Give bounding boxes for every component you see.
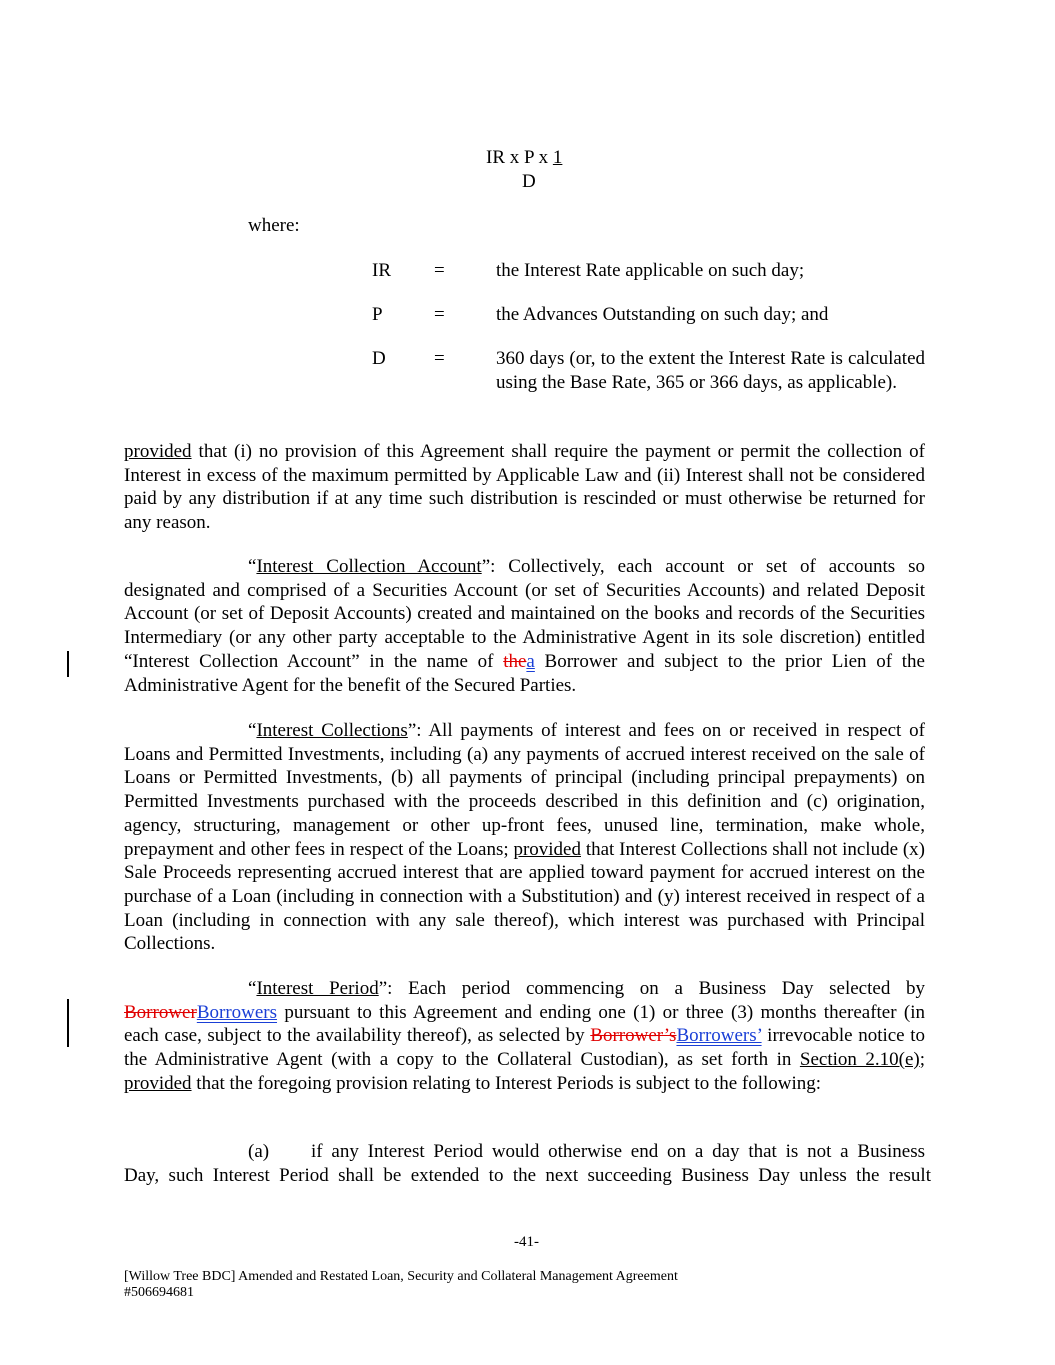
clause-label: (a): [248, 1141, 270, 1162]
footer-doc-number: #506694681: [124, 1285, 194, 1300]
defined-term: Interest Period: [256, 978, 379, 999]
change-bar: [67, 651, 69, 677]
where-label: where:: [248, 215, 300, 236]
formula-numerator: 1: [552, 147, 563, 168]
formula: [486, 146, 562, 170]
equals: =: [434, 260, 445, 281]
open-quote: “: [248, 978, 257, 999]
provided-term: provided: [124, 441, 192, 462]
deleted-text: Borrower’s: [590, 1025, 677, 1047]
text: ”: Each period commencing on a Business Day selected by: [378, 978, 926, 999]
formula-denominator: D: [522, 171, 536, 192]
definition-interest-collection-account: [124, 555, 925, 697]
text: Borrower and subject to the prior Lien of the Administrative Agent for the benefit of the Secured Parties.: [124, 650, 925, 696]
symbol: D: [372, 348, 386, 369]
text: ;: [919, 1049, 926, 1071]
text: ”: All payments of interest and fees on or received in respect of Loans and Permitted Investments, including (a) any payments of accrued interest received on the sale of Loans or Permitted Investments, (b) all payments of principal (including principal prepayments) on Permitted Investments purchased with the proceeds described in this definition and (c) origination, agency, structuring, management or other up-front fees, unused line, termination, make whole, prepayment and other fees in respect of the Loans;: [124, 720, 925, 860]
proviso-paragraph: [124, 440, 925, 535]
definition-interest-period: [124, 977, 925, 1096]
definition-interest-collections: [124, 719, 925, 956]
clause-text: if any Interest Period would otherwise end on a day that is not a Business: [311, 1141, 925, 1162]
symbol: IR: [372, 260, 391, 281]
defined-term: Interest Collection Account: [256, 556, 482, 577]
equals: =: [434, 304, 445, 325]
symbol: P: [372, 304, 383, 325]
open-quote: “: [248, 556, 257, 577]
inserted-text: Borrowers’: [676, 1025, 762, 1047]
clause-text: Day, such Interest Period shall be extended to the next succeeding Business Day unless the result: [124, 1165, 931, 1186]
page-number: -41-: [514, 1234, 539, 1250]
defined-term: Interest Collections: [256, 720, 408, 741]
text: pursuant to this Agreement and ending one (1) or three (3) months thereafter (in each case, subject to the availability thereof), as selected by: [124, 1001, 925, 1047]
equals: =: [434, 348, 445, 369]
change-bar: [67, 999, 69, 1047]
text: that the foregoing provision relating to Interest Periods is subject to the following:: [191, 1072, 822, 1094]
text: that Interest Collections shall not include (x) Sale Proceeds representing accrued interest that are applied toward payment for accrued interest on the purchase of a Loan (including in connection with a Substitution) and (y) interest received in respect of a Loan (including in connection with any sale thereof), which interest was purchased with Principal Collections.: [124, 838, 925, 955]
formula-text: IR x P x: [486, 147, 553, 168]
definition-text: the Interest Rate applicable on such day;: [496, 260, 805, 281]
provided-term: provided: [124, 1072, 192, 1094]
text: ”: Collectively, each account or set of accounts so designated and comprised of a Securities Account (or set of Securities Accounts) and related Deposit Account (or set of Deposit Accounts) created and maintained on the books and records of the Securities Intermediary (or any other party acceptable to the Administrative Agent in its sole discretion) entitled “Interest Collection Account” in the name of: [124, 556, 925, 672]
inserted-text: a: [526, 650, 535, 672]
provided-term: provided: [513, 838, 581, 860]
deleted-text: Borrower: [124, 1001, 197, 1023]
definition-text: the Advances Outstanding on such day; and: [496, 304, 829, 325]
definition-text: 360 days (or, to the extent the Interest Rate is calculated using the Base Rate, 365 or 366 days, as applicable).: [496, 348, 925, 393]
text: irrevocable notice to the Administrative Agent (with a copy to the Collateral Custodian), as set forth in: [124, 1025, 925, 1071]
open-quote: “: [248, 720, 257, 741]
section-reference: Section 2.10(e): [799, 1049, 920, 1071]
deleted-text: the: [503, 650, 527, 672]
proviso-text: that (i) no provision of this Agreement shall require the payment or permit the collection of Interest in excess of the maximum permitted by Applicable Law and (ii) Interest shall not be considered paid by any distribution if at any time such distribution is rescinded or must otherwise be returned for any reason.: [124, 441, 925, 534]
footer-title: [Willow Tree BDC] Amended and Restated Loan, Security and Collateral Management Agreement: [124, 1269, 678, 1284]
inserted-text: Borrowers: [196, 1001, 278, 1023]
